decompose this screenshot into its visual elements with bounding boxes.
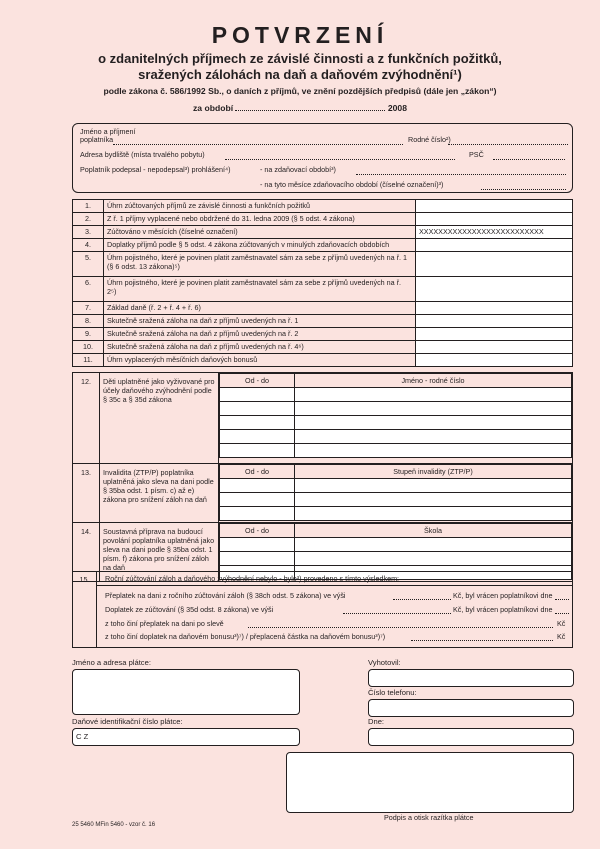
subtitle-law: podle zákona č. 586/1992 Sb., o daních z příjmů, ve znění pozdějších předpisů (dále jen „zákon“) (103, 86, 497, 96)
row-number: 9. (73, 328, 104, 341)
cell[interactable] (295, 479, 572, 493)
row-value[interactable] (416, 302, 573, 315)
declaration-months-label: - na tyto měsíce zdaňovacího období (číselné označení)³) (260, 180, 444, 189)
declaration-period-field[interactable] (356, 166, 566, 175)
cell[interactable] (220, 388, 295, 402)
phone-label: Číslo telefonu: (368, 688, 417, 697)
cell[interactable] (220, 479, 295, 493)
row-value[interactable]: XXXXXXXXXXXXXXXXXXXXXXXXXX (416, 226, 573, 239)
row-number: 8. (73, 315, 104, 328)
col-school: Škola (295, 524, 572, 538)
dic-label: Daňové identifikační číslo plátce: (72, 717, 183, 726)
row-value[interactable] (416, 315, 573, 328)
taxpayer-section (72, 123, 573, 193)
cell[interactable] (295, 538, 572, 552)
period-line (0, 103, 600, 113)
period-field[interactable] (235, 110, 385, 111)
bonus-field[interactable] (411, 633, 553, 641)
row-number: 5. (73, 252, 104, 277)
payer-address-field[interactable] (72, 669, 300, 715)
cell[interactable] (295, 388, 572, 402)
row-number: 3. (73, 226, 104, 239)
psc-label: PSČ (469, 150, 484, 159)
overpayment-label: Přeplatek na dani z ročního zúčtování záloh (§ 38ch odst. 5 zákona) ve výši (105, 591, 346, 600)
row-value[interactable] (416, 200, 573, 213)
row-description: Zúčtováno v měsících (číselné označení) (104, 226, 416, 239)
cell[interactable] (295, 444, 572, 458)
additional-payment-label: Doplatek ze zúčtování (§ 35d odst. 8 zákona) ve výši (105, 605, 274, 614)
address-field[interactable] (225, 151, 455, 160)
table-row (73, 239, 573, 252)
period-year: 2008 (387, 103, 407, 113)
row-number: 4. (73, 239, 104, 252)
row-value[interactable] (416, 341, 573, 354)
row-number: 2. (73, 213, 104, 226)
cell[interactable] (295, 430, 572, 444)
period-label: za období (192, 103, 234, 113)
signature-label: Podpis a otisk razítka plátce (384, 813, 474, 822)
issued-label: Vyhotovil: (368, 658, 401, 667)
row-13-text: Invalidita (ZTP/P) poplatníka uplatněná jako sleva na dani podle § 35ba odst. 1 písm. c) až e) zákona pro snížení záloh na daň (100, 464, 219, 523)
row-description: Úhrn pojistného, které je povinen platit zaměstnavatel sám za sebe z příjmů uvedených na ř. 2⁵) (104, 277, 416, 302)
row-number: 1. (73, 200, 104, 213)
col-degree: Stupeň invalidity (ZTP/P) (295, 465, 572, 479)
name-field[interactable] (113, 136, 403, 145)
address-label: Adresa bydliště (místa trvalého pobytu) (80, 150, 205, 159)
birth-no-field[interactable] (448, 136, 568, 145)
overpayment-date-field[interactable] (555, 592, 569, 600)
table-row (73, 277, 573, 302)
cell[interactable] (220, 552, 295, 566)
row-12 (73, 373, 573, 464)
col-period: Od - do (220, 465, 295, 479)
subtitle-line-1: o zdanitelných příjmech ze závislé činnosti a z funkčních požitků, (98, 51, 502, 66)
row-description: Úhrn vyplacených měsíčních daňových bonusů (104, 354, 416, 367)
signature-field[interactable] (286, 752, 574, 813)
bonus-label: z toho činí doplatek na daňovém bonusu³)⁷) / přeplacená částka na daňovém bonusu³)⁷) (105, 632, 386, 641)
row-description: Úhrn pojistného, které je povinen platit zaměstnavatel sám za sebe z příjmů uvedených na ř. 1 (§ 6 odst. 13 zákona)⁵) (104, 252, 416, 277)
row-value[interactable] (416, 239, 573, 252)
form-code: 25 5460 MFin 5460 - vzor č. 16 (72, 822, 156, 828)
col-period: Od - do (220, 374, 295, 388)
row-15-head: Roční zúčtování záloh a daňového zvýhodnění nebylo - bylo³) provedeno s tímto výsledkem: (105, 574, 400, 583)
row-description: Doplatky příjmů podle § 5 odst. 4 zákona zúčtovaných v minulých zdaňovacích obdobích (104, 239, 416, 252)
cell[interactable] (220, 493, 295, 507)
tax-overpayment-label: z toho činí přeplatek na dani po slevě (105, 619, 224, 628)
subtitle-line-2: sražených zálohách na daň a daňovém zvýhodnění¹) (138, 67, 462, 82)
issued-field[interactable] (368, 669, 574, 687)
table-row (73, 226, 573, 239)
table-row (73, 252, 573, 277)
row-value[interactable] (416, 213, 573, 226)
tax-overpayment-field[interactable] (248, 620, 553, 628)
declaration-label: Poplatník podepsal - nepodepsal³) prohlášení⁴) (80, 165, 231, 174)
payer-label: Jméno a adresa plátce: (72, 658, 151, 667)
table-row (73, 200, 573, 213)
cell[interactable] (220, 416, 295, 430)
row-value[interactable] (416, 354, 573, 367)
cell[interactable] (295, 493, 572, 507)
row-number: 12. (73, 373, 100, 464)
table-row (73, 354, 573, 367)
income-table (72, 199, 573, 367)
row-number: 7. (73, 302, 104, 315)
row-15 (72, 571, 573, 648)
row-value[interactable] (416, 328, 573, 341)
invalidity-table (219, 464, 572, 521)
row-description: Skutečně sražená záloha na daň z příjmů uvedených na ř. 4⁶) (104, 341, 416, 354)
row-number: 13. (73, 464, 100, 523)
date-field[interactable] (368, 728, 574, 746)
declaration-period-label: - na zdaňovací období³) (260, 165, 336, 174)
table-row (73, 302, 573, 315)
row-description: Úhrn zúčtovaných příjmů ze závislé činnosti a funkčních požitků (104, 200, 416, 213)
table-row (73, 315, 573, 328)
date-label: Dne: (368, 717, 385, 726)
overpayment-returned-label: Kč, byl vrácen poplatníkovi dne (453, 591, 553, 600)
col-name: Jméno - rodné číslo (295, 374, 572, 388)
row-value[interactable] (416, 252, 573, 277)
form-title: POTVRZENÍ (211, 22, 389, 48)
overpayment-field[interactable] (393, 592, 451, 600)
row-number: 14. (73, 523, 100, 582)
cell[interactable] (220, 538, 295, 552)
birth-no-label: Rodné číslo²) (408, 135, 451, 144)
cell[interactable] (295, 402, 572, 416)
cell[interactable] (220, 507, 295, 521)
children-table (219, 373, 572, 458)
declaration-months-field[interactable] (481, 181, 566, 190)
col-period: Od - do (220, 524, 295, 538)
row-description: Skutečně sražená záloha na daň z příjmů uvedených na ř. 1 (104, 315, 416, 328)
currency-label: Kč (557, 619, 566, 628)
additional-returned-label: Kč, byl vrácen poplatníkovi dne (453, 605, 553, 614)
table-row (73, 213, 573, 226)
dic-field[interactable] (72, 728, 300, 746)
additional-date-field[interactable] (555, 606, 569, 614)
cell[interactable] (295, 416, 572, 430)
row-number: 15. (73, 572, 97, 647)
cell[interactable] (220, 444, 295, 458)
name-label: Jméno a příjmení poplatníka (80, 127, 136, 145)
special-rows (72, 372, 573, 582)
row-12-text: Děti uplatněné jako vyživované pro účely daňového zvýhodnění podle § 35c a § 35d zákona (100, 373, 219, 464)
currency-label: Kč (557, 632, 566, 641)
additional-payment-field[interactable] (343, 606, 451, 614)
row-13 (73, 464, 573, 523)
table-row (73, 341, 573, 354)
phone-field[interactable] (368, 699, 574, 717)
row-description: Základ daně (ř. 2 + ř. 4 + ř. 6) (104, 302, 416, 315)
cell[interactable] (220, 430, 295, 444)
cell[interactable] (295, 552, 572, 566)
cell[interactable] (295, 507, 572, 521)
row-number: 11. (73, 354, 104, 367)
table-row (73, 328, 573, 341)
row-description: Skutečně sražená záloha na daň z příjmů uvedených na ř. 2 (104, 328, 416, 341)
dic-prefix: C Z (76, 732, 89, 741)
row-value[interactable] (416, 277, 573, 302)
row-number: 10. (73, 341, 104, 354)
psc-field[interactable] (493, 151, 565, 160)
row-number: 6. (73, 277, 104, 302)
row-description: Z ř. 1 příjmy vyplacené nebo obdržené do 31. ledna 2009 (§ 5 odst. 4 zákona) (104, 213, 416, 226)
cell[interactable] (220, 402, 295, 416)
row-14-text: Soustavná příprava na budoucí povolání poplatníka uplatněná jako sleva na dani podle § 35ba odst. 1 písm. f) zákona pro snížení záloh na daň (100, 523, 219, 582)
